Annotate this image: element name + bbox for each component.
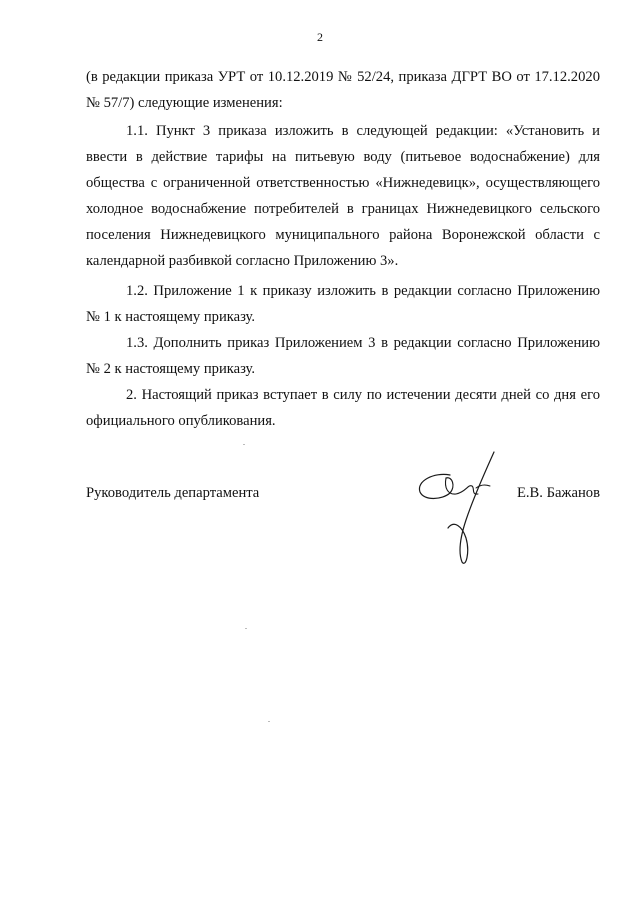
signature-row [86,485,600,509]
scan-speck [243,444,245,445]
signatory-name: Е.В. Бажанов [516,485,600,501]
scan-speck [268,721,270,722]
handwritten-signature [410,448,510,573]
paragraph-1-1: 1.1. Пункт 3 приказа изложить в следующей редакции: «Установить и ввести в действие тарифы на питьевую воду (питьевое водоснабжение) для общества с ограниченной ответственностью «Нижнедевицк», осуществляющего холодное водоснабжение потребителей в границах Нижнедевицкого сельского поселения Нижнедевицкого муниципального района Воронежской области с календарной разбивкой согласно Приложению 3». [86,123,600,269]
page-number: 2 [317,30,323,44]
paragraph-1-3: 1.3. Дополнить приказ Приложением 3 в редакции согласно Приложению № 2 к настоящему приказу. [86,335,600,377]
paragraph-1-2: 1.2. Приложение 1 к приказу изложить в редакции согласно Приложению № 1 к настоящему приказу. [86,283,600,325]
paragraph-intro: (в редакции приказа УРТ от 10.12.2019 № 52/24, приказа ДГРТ ВО от 17.12.2020 № 57/7) следующие изменения: [86,69,600,111]
signatory-title: Руководитель департамента [86,485,260,501]
paragraph-2: 2. Настоящий приказ вступает в силу по истечении десяти дней со дня его официального опубликования. [86,387,600,429]
scan-speck [245,628,247,629]
